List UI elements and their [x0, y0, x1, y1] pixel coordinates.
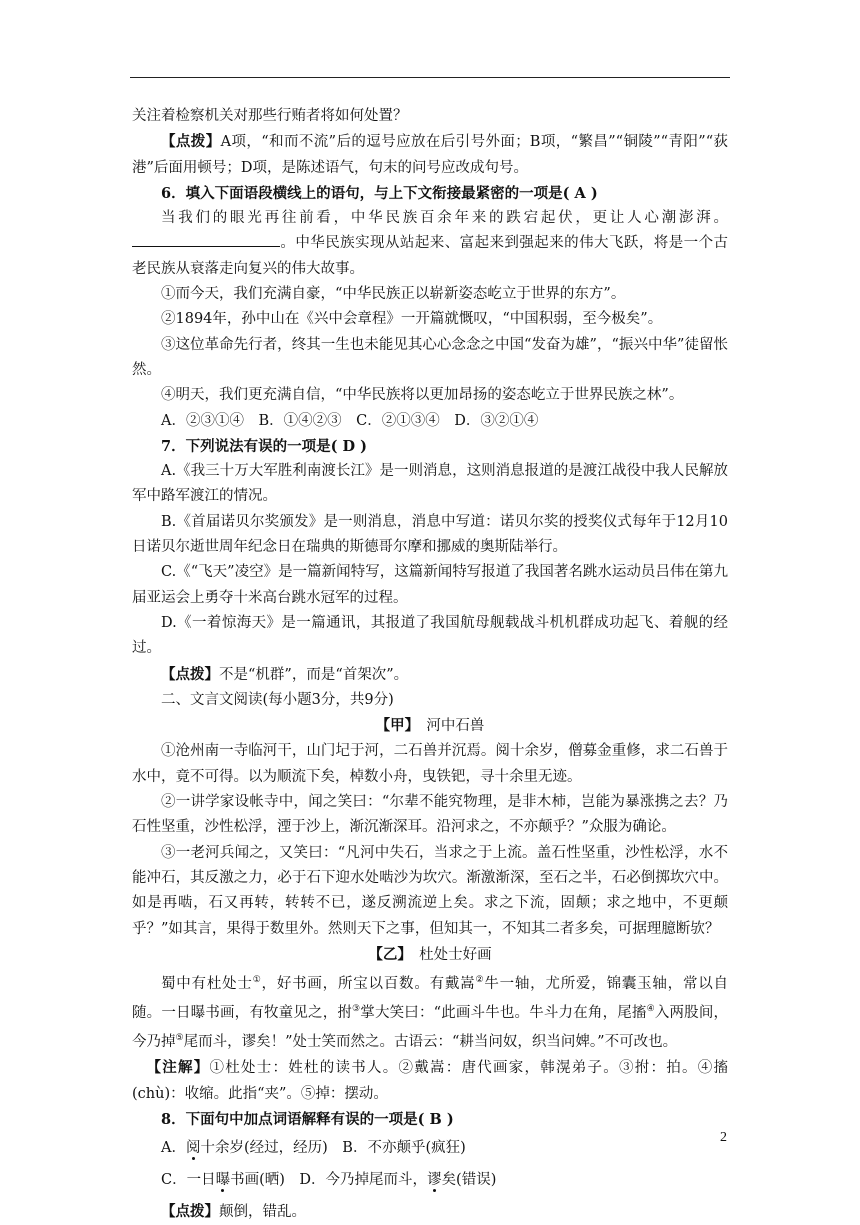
answer-letter: B — [429, 1111, 442, 1129]
option-text: 十余岁(经过，经历) B．不亦颠乎(疯狂) — [200, 1140, 466, 1157]
q6-option-1: ①而今天，我们充满自豪，“中华民族正以崭新姿态屹立于世界的东方”。 — [161, 286, 626, 303]
stem-close: ) — [446, 1111, 454, 1129]
footnote-mark: ⑤ — [175, 1033, 184, 1044]
text-line: 关注着检察机关对那些行贿者将如何处置？ — [132, 108, 408, 124]
fill-blank — [132, 232, 280, 247]
yi-text: ，好书画，所宝以百数。有戴嵩 — [261, 975, 476, 992]
page-body — [132, 104, 728, 1225]
passage-tag: 【乙】 — [368, 945, 405, 963]
answer-letter: D — [342, 437, 356, 455]
passage-yi-title — [132, 942, 728, 968]
q6-option-3: ③这位革命先行者，终其一生也未能见其心心念念之中国“发奋为雄”，“振兴中华”徒留怅然。 — [132, 336, 728, 378]
question-7-stem — [132, 434, 728, 459]
passage-title: 杜处士好画 — [419, 946, 492, 963]
stem-close: ) — [360, 437, 368, 455]
dianbo-label: 【点拨】 — [161, 665, 219, 683]
dotted-word: 曝 — [215, 1171, 231, 1188]
q8-explanation — [132, 1199, 728, 1225]
q6-choices: A．②③①④ B．①④②③ C．②①③④ D．③②①④ — [161, 412, 539, 429]
q7-explanation — [132, 662, 728, 688]
section-2-heading: 二、文言文阅读(每小题3分，共9分) — [161, 691, 394, 708]
answer — [424, 1111, 446, 1128]
dotted-word: 谬 — [427, 1171, 442, 1188]
option-text: 书画(晒) D．今乃掉尾而斗， — [230, 1171, 428, 1188]
q6-option-2: ②1894年，孙中山在《兴中会章程》一开篇就慨叹，“中国积弱，至今极矣”。 — [161, 311, 663, 328]
q7-option-d: D.《一着惊海天》是一篇通讯，其报道了我国航母舰载战斗机机群成功起飞、着舰的经过。 — [132, 614, 728, 657]
page-number: 2 — [720, 1130, 727, 1145]
answer-letter: A — [574, 184, 586, 202]
explanation-text: 不是“机群”，而是“首架次”。 — [219, 666, 409, 683]
footnote-mark: ① — [252, 975, 262, 986]
passage-title: 河中石兽 — [426, 718, 485, 735]
q5-explanation — [132, 129, 728, 181]
question-8-stem — [132, 1107, 728, 1132]
dianbo-label: 【点拨】 — [161, 133, 221, 151]
q8-options-ab — [132, 1136, 728, 1161]
option-text: 矣(错误) — [441, 1171, 497, 1188]
yi-text: 掌大笑曰：“此画斗牛也。牛斗力在角，尾搐 — [360, 1005, 647, 1022]
explanation-text: 颠倒，错乱。 — [219, 1203, 306, 1220]
explanation-text: A项，“和而不流”后的逗号应放在后引号外面；B项，“繁昌”“铜陵”“青阳”“荻港”后面用顿号；D项，是陈述语气，句末的问号应改成句号。 — [132, 134, 729, 176]
header-rule — [130, 77, 730, 78]
dianbo-label: 【点拨】 — [161, 1202, 219, 1220]
yi-text: 入两股间，今乃掉 — [132, 1005, 729, 1051]
yi-paragraph — [132, 968, 728, 1055]
q6-passage — [132, 206, 728, 282]
yi-text: 蜀中有杜处士 — [161, 975, 253, 992]
passage-tag: 【甲】 — [375, 717, 412, 735]
footnote-mark: ④ — [646, 1004, 655, 1015]
answer — [569, 185, 590, 202]
stem-close: ) — [590, 184, 598, 202]
q6-option-4: ④明天，我们更充满自信，“中华民族将以更加昂扬的姿态屹立于世界民族之林”。 — [161, 387, 684, 404]
passage-jia-title — [132, 713, 728, 739]
passage-text: 当我们的眼光再往前看，中华民族百余年来的跌宕起伏，更让人心潮澎湃。 — [161, 210, 728, 227]
stem-text: 8．下面句中加点词语解释有误的一项是( — [161, 1111, 425, 1129]
dotted-word: 阅 — [185, 1140, 201, 1157]
yi-text: 尾而斗，谬矣！”处士笑而然之。古语云：“耕当问奴，织当问婢。”不可改也。 — [183, 1034, 678, 1051]
zhujie-label: 【注解】 — [146, 1059, 210, 1077]
question-6-stem — [132, 181, 728, 206]
option-text: C．一日 — [161, 1171, 216, 1188]
answer — [337, 438, 360, 455]
footnote-mark: ③ — [352, 1004, 361, 1015]
jia-paragraph-1: ①沧州南一寺临河干，山门圮于河，二石兽并沉焉。阅十余岁，僧募金重修，求二石兽于水中，竟不可得。以为顺流下矣，棹数小舟，曳铁钯，寻十余里无迹。 — [132, 743, 728, 785]
stem-text: 7．下列说法有误的一项是( — [161, 437, 338, 455]
q8-options-cd — [132, 1168, 728, 1193]
q7-option-a: A.《我三十万大军胜利南渡长江》是一则消息，这则消息报道的是渡江战役中我人民解放军中路军渡江的情况。 — [132, 463, 728, 505]
jia-paragraph-2: ②一讲学家设帐寺中，闻之笑曰：“尔辈不能究物理，是非木柿，岂能为暴涨携之去？乃石性坚重，沙性松浮，湮于沙上，渐沉渐深耳。沿河求之，不亦颠乎？”众服为确论。 — [132, 794, 728, 836]
zhujie-text: ①杜处士：姓杜的读书人。②戴嵩：唐代画家，韩滉弟子。③拊：拍。④搐(chù)：收缩。此指“夹”。⑤掉：摆动。 — [132, 1060, 728, 1102]
stem-text: 6．填入下面语段横线上的语句，与上下文衔接最紧密的一项是( — [161, 184, 570, 202]
footnote-mark: ② — [475, 975, 485, 986]
annotations — [132, 1055, 728, 1107]
option-text: A． — [161, 1140, 186, 1157]
q7-option-c: C.《“飞天”凌空》是一篇新闻特写，这篇新闻特写报道了我国著名跳水运动员吕伟在第九届亚运会上勇夺十米高台跳水冠军的过程。 — [132, 564, 728, 606]
jia-paragraph-3: ③一老河兵闻之，又笑曰：“凡河中失石，当求之于上流。盖石性坚重，沙性松浮，水不能冲石，其反激之力，必于石下迎水处啮沙为坎穴。渐激渐深，至石之半，石必倒掷坎穴中。如是再啮，石又再转，转转不已，遂反溯流逆上矣。求之下流，固颠；求之地中，不更颠乎？”如其言，果得于数里外。然则天下之事，但知其一，不知其二者多矣，可据理臆断欤？ — [132, 844, 728, 937]
q7-option-b: B.《首届诺贝尔奖颁发》是一则消息，消息中写道：诺贝尔奖的授奖仪式每年于12月10日诺贝尔逝世周年纪念日在瑞典的斯德哥尔摩和挪威的奥斯陆举行。 — [132, 513, 728, 556]
passage-text: 。中华民族实现从站起来、富起来到强起来的伟大飞跃，将是一个古老民族从衰落走向复兴的伟大故事。 — [132, 235, 728, 277]
yi-text: 牛一轴，尤所爱，锦囊玉轴，常以自随。一日曝书画，有牧童见之，拊 — [132, 975, 729, 1022]
